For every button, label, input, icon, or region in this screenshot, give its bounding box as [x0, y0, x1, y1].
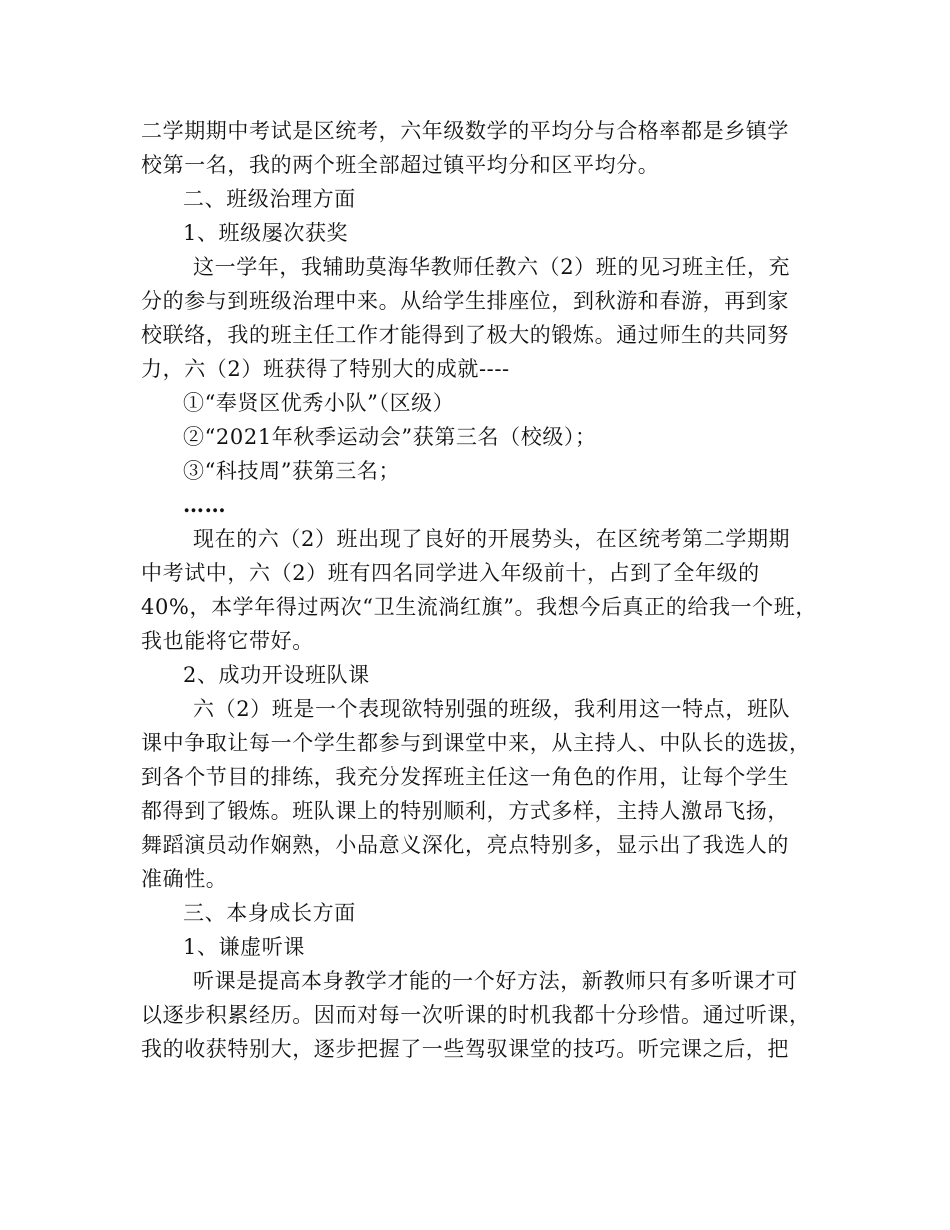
award-item: ③“科技周”获第三名； — [183, 459, 401, 483]
paragraph-line: 以逐步积累经历。因而对每一次听课的时机我都十分珍惜。通过听课， — [141, 1003, 811, 1027]
paragraph-line: 力，六（2）班获得了特别大的成就---- — [141, 357, 510, 381]
award-item: ②“2021年秋季运动会”获第三名（校级）； — [183, 425, 597, 449]
paragraph-line: 中考试中，六（2）班有四名同学进入年级前十，占到了全年级的 — [141, 561, 760, 585]
award-item: ①“奉贤区优秀小队”（区级） — [183, 391, 455, 415]
paragraph-line: 到各个节目的排练，我充分发挥班主任这一角色的作用，让每个学生 — [141, 765, 789, 789]
paragraph-line: 我也能将它带好。 — [141, 629, 314, 653]
document-body — [141, 114, 821, 1066]
subsection-heading: 1、谦虚听课 — [183, 935, 305, 959]
paragraph-line: 校第一名，我的两个班全部超过镇平均分和区平均分。 — [141, 153, 660, 177]
paragraph-line: 分的参与到班级治理中来。从给学生排座位，到秋游和春游，再到家 — [141, 289, 789, 313]
ellipsis: …… — [183, 492, 227, 517]
section-heading: 三、本身成长方面 — [183, 901, 356, 925]
paragraph-line: 舞蹈演员动作娴熟，小品意义深化，亮点特别多，显示出了我选人的 — [141, 833, 789, 857]
paragraph-line: 校联络，我的班主任工作才能得到了极大的锻炼。通过师生的共同努 — [141, 323, 789, 347]
paragraph-line: 都得到了锻炼。班队课上的特别顺利，方式多样，主持人激昂飞扬， — [141, 799, 789, 823]
subsection-heading: 2、成功开设班队课 — [183, 663, 370, 687]
paragraph-line: 准确性。 — [141, 867, 228, 891]
section-heading: 二、班级治理方面 — [183, 187, 356, 211]
paragraph-line: 听课是提高本身教学才能的一个好方法，新教师只有多听课才可 — [193, 969, 798, 993]
paragraph-line: 40%，本学年得过两次“卫生流淌红旗”。我想今后真正的给我一个班， — [141, 595, 817, 619]
paragraph-line: 这一学年，我辅助莫海华教师任教六（2）班的见习班主任，充 — [193, 255, 791, 279]
paragraph-line: 二学期期中考试是区统考，六年级数学的平均分与合格率都是乡镇学 — [141, 119, 789, 143]
paragraph-line: 现在的六（2）班出现了良好的开展势头，在区统考第二学期期 — [193, 527, 791, 551]
subsection-heading: 1、班级屡次获奖 — [183, 221, 349, 245]
paragraph-line: 课中争取让每一个学生都参与到课堂中来，从主持人、中队长的选拔， — [141, 731, 811, 755]
paragraph-line: 我的收获特别大，逐步把握了一些驾驭课堂的技巧。听完课之后，把 — [141, 1037, 789, 1061]
paragraph-line: 六（2）班是一个表现欲特别强的班级，我利用这一特点，班队 — [193, 697, 791, 721]
